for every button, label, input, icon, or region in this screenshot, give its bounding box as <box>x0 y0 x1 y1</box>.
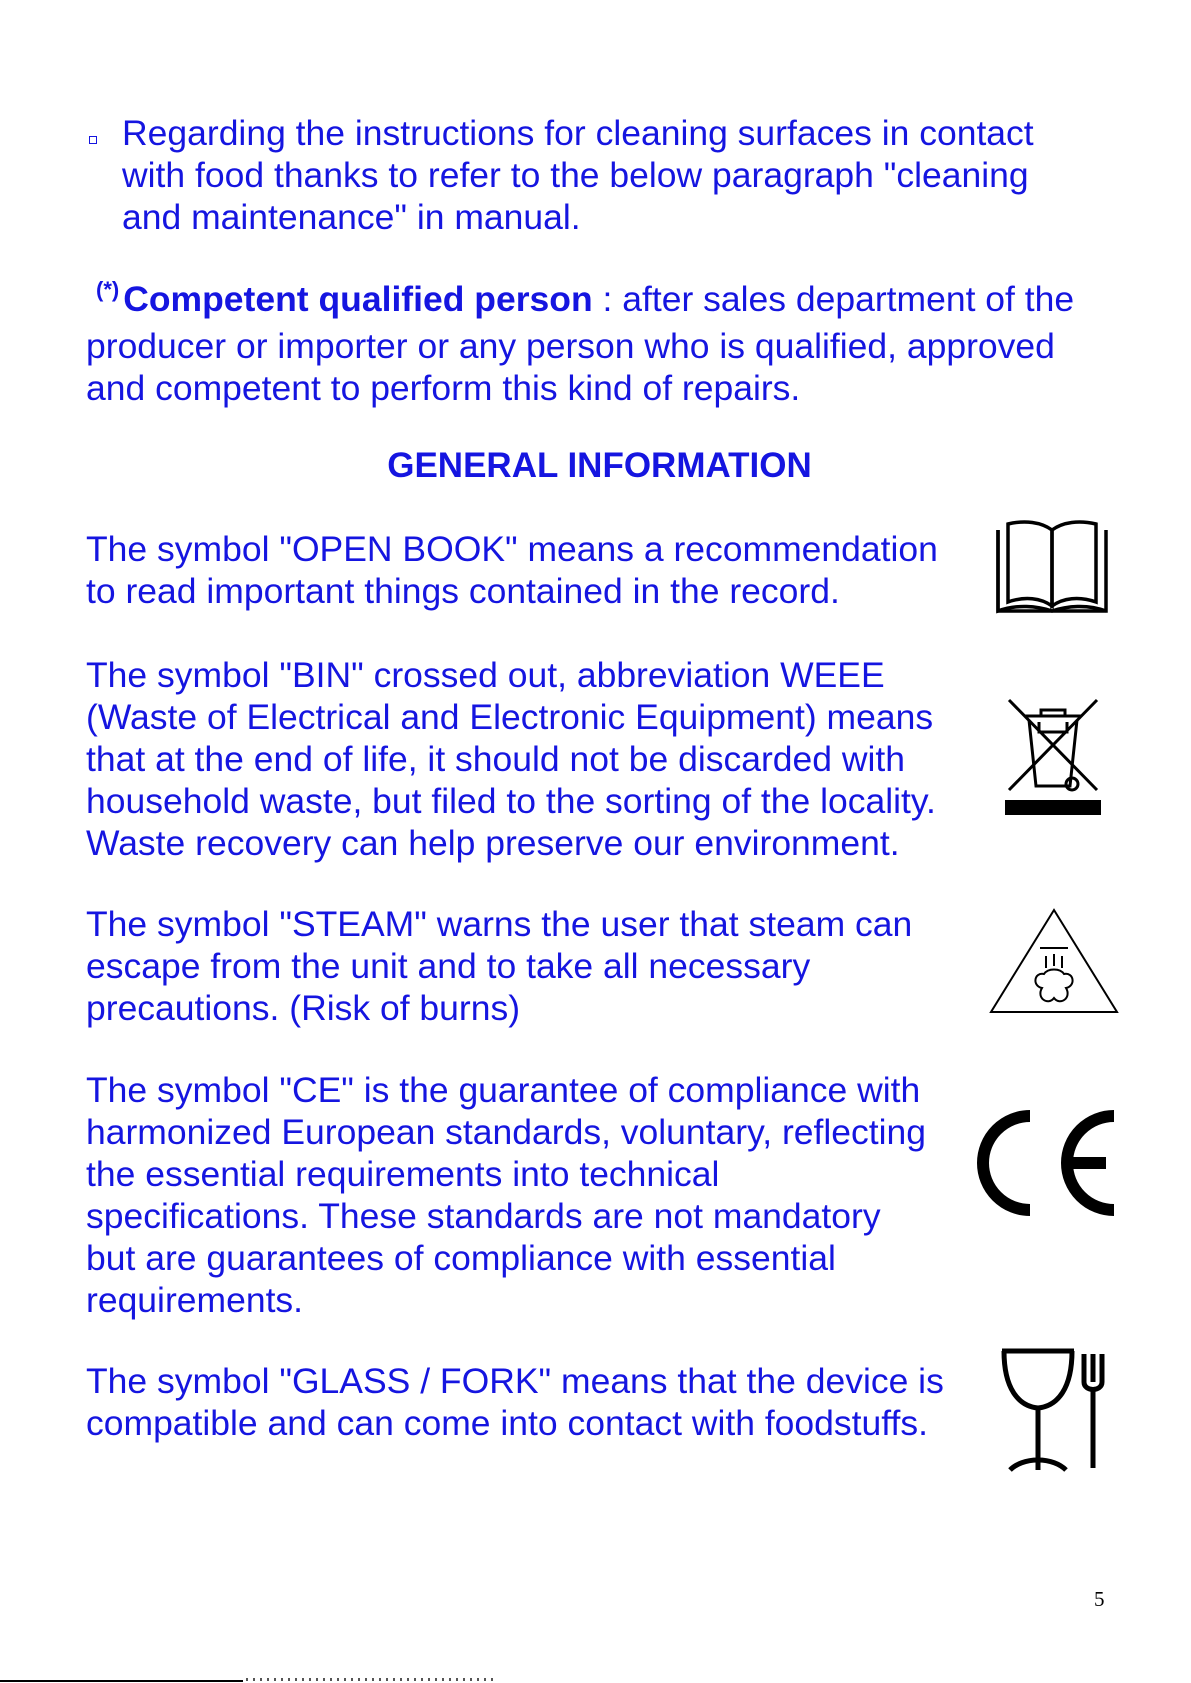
paragraph-line: the essential requirements into technical <box>86 1154 720 1194</box>
paragraph-line: The symbol "OPEN BOOK" means a recommendation <box>86 529 938 569</box>
definition-term: Competent qualified person <box>123 279 593 319</box>
ce-paragraph <box>86 1069 926 1321</box>
paragraph-line: Waste recovery can help preserve our environment. <box>86 823 900 863</box>
paragraph-line: with food thanks to refer to the below paragraph "cleaning <box>122 155 1029 195</box>
ce-mark-icon <box>974 1110 1120 1216</box>
paragraph-line: to read important things contained in the record. <box>86 571 840 611</box>
definition-text: : after sales department of the <box>592 279 1075 319</box>
paragraph-line: (Waste of Electrical and Electronic Equipment) means <box>86 697 934 737</box>
bottom-rule <box>0 1680 243 1682</box>
open-book-icon <box>995 516 1109 614</box>
glass-fork-icon <box>998 1348 1110 1472</box>
bullet-square <box>89 136 97 144</box>
paragraph-line: escape from the unit and to take all necessary <box>86 946 811 986</box>
paragraph-line: specifications. These standards are not mandatory <box>86 1196 881 1236</box>
bottom-dotted-line <box>246 1678 496 1681</box>
paragraph-line: The symbol "BIN" crossed out, abbreviation WEEE <box>86 655 885 695</box>
paragraph-line: The symbol "STEAM" warns the user that steam can <box>86 904 913 944</box>
paragraph-line: harmonized European standards, voluntary, reflecting <box>86 1112 926 1152</box>
paragraph-line: and maintenance" in manual. <box>122 197 581 237</box>
paragraph-line: but are guarantees of compliance with essential <box>86 1238 836 1278</box>
general-information-heading: GENERAL INFORMATION <box>387 446 812 485</box>
steam-paragraph <box>86 903 912 1029</box>
footnote-marker: (*) <box>96 277 120 302</box>
paragraph-line: compatible and can come into contact with foodstuffs. <box>86 1403 928 1443</box>
definition-line-3: and competent to perform this kind of repairs. <box>86 368 801 408</box>
paragraph-line: household waste, but filed to the sorting of the locality. <box>86 781 936 821</box>
paragraph-line: that at the end of life, it should not be discarded with <box>86 739 905 779</box>
open-book-paragraph <box>86 528 938 612</box>
steam-warning-icon <box>988 906 1120 1016</box>
cleaning-instructions-paragraph <box>122 112 1034 238</box>
definition-line-1 <box>86 278 1074 325</box>
paragraph-line: Regarding the instructions for cleaning surfaces in contact <box>122 113 1034 153</box>
definition-line-2: producer or importer or any person who is qualified, approved <box>86 326 1055 366</box>
crossed-bin-icon <box>1003 694 1103 818</box>
paragraph-line: requirements. <box>86 1280 304 1320</box>
paragraph-line: The symbol "GLASS / FORK" means that the device is <box>86 1361 944 1401</box>
paragraph-line: The symbol "CE" is the guarantee of compliance with <box>86 1070 921 1110</box>
glass-fork-paragraph <box>86 1360 944 1444</box>
competent-person-definition <box>86 278 1074 409</box>
paragraph-line: precautions. (Risk of burns) <box>86 988 521 1028</box>
page-number: 5 <box>1094 1587 1105 1611</box>
bin-paragraph <box>86 654 936 864</box>
